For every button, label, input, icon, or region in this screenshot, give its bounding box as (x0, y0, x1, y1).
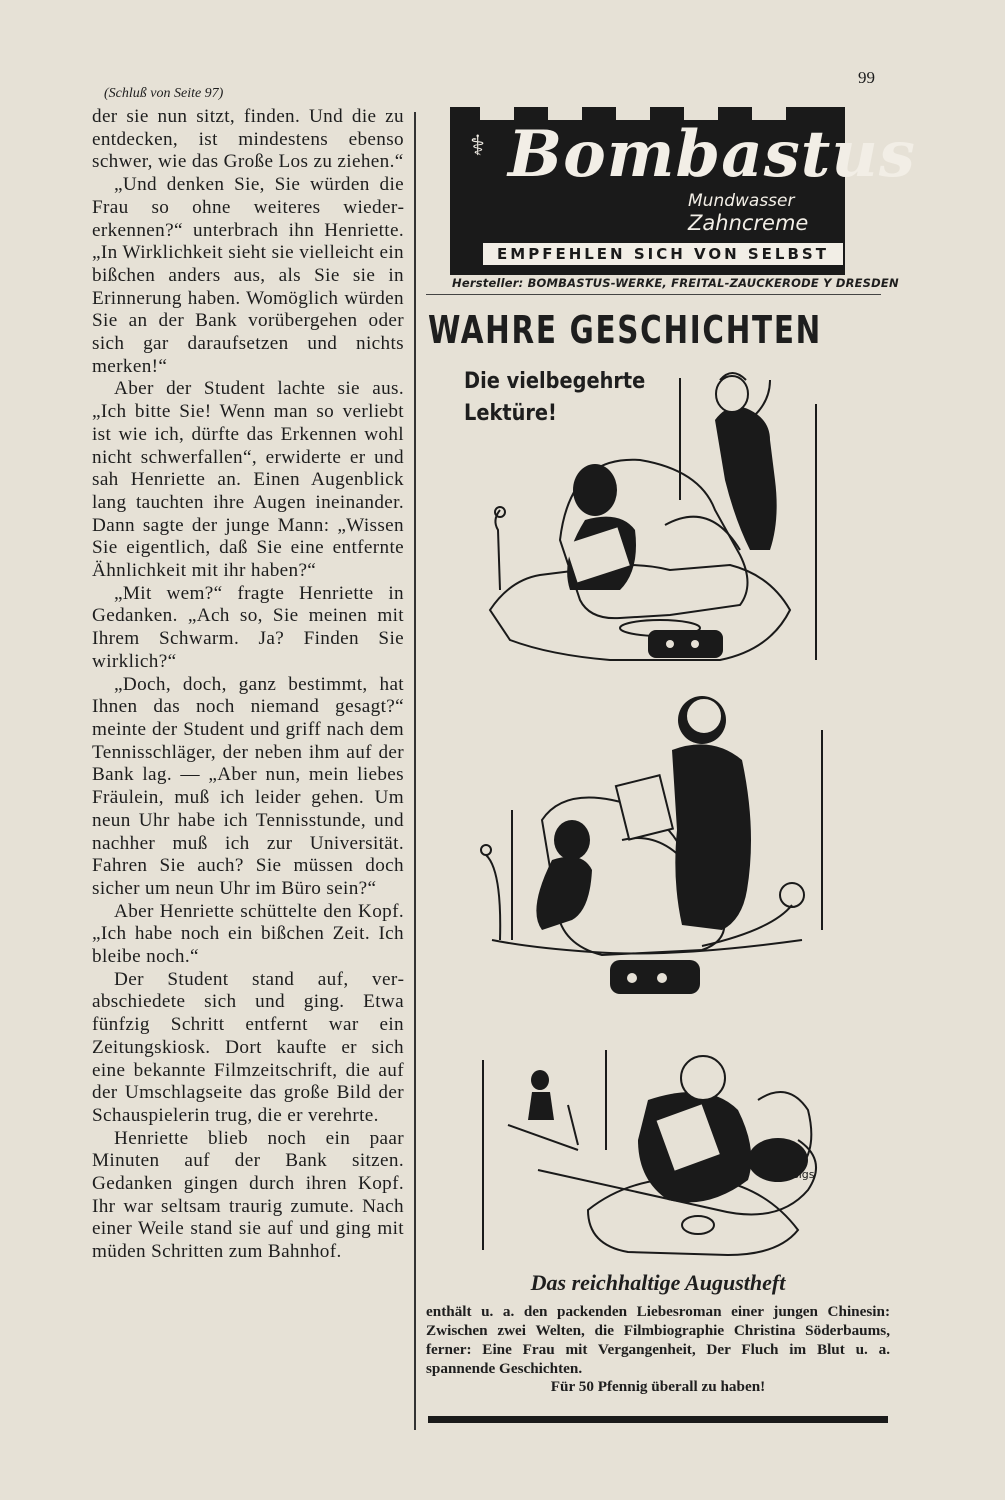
feature-subtitle-line: Lektüre! (464, 401, 557, 426)
story-paragraph: Aber der Student lachte sie aus. „Ich bitte Sie! Wenn man so verliebt ist wie ich, dürfte das Erkennen wohl nicht schwerfallen“, erwiderte er und sah Henriette an. Einen Augenblick lang tauchten ihre Augen ineinander. Dann sagte der junge Mann: „Wissen Sie eigentlich, daß Sie eine entfernte Ähnlichkeit mit ihr haben?“ (92, 378, 404, 582)
issue-title: Das reichhaltige Augustheft (530, 1270, 786, 1295)
story-paragraph: Der Student stand auf, verabschiedete sich und ging. Etwa fünfzig Schritt entfernt war ein Zeitungskiosk. Dort kaufte er sich eine bekannte Filmzeitschrift, die auf der Umschlagseite das große Bild der Schauspielerin trug, die er verehrte. (92, 968, 404, 1126)
cartoon-panel-3 (478, 1040, 858, 1265)
ad-tagline: EMPFEHLEN SICH VON SELBST (483, 243, 843, 265)
column-divider (414, 112, 416, 1430)
story-paragraph: „Und denken Sie, Sie würden die Frau so ohne weiteres wiedererkennen?“ unterbrach ihn Henriette. „In Wirklichkeit sieht sie vielleicht ein bißchen anders aus, als Sie sie in Erinnerung haben. Womöglich würden Sie an der Bank vorübergehen oder sich gar daraufsetzen und nichts merken!“ (92, 174, 404, 377)
story-paragraph: Henriette blieb noch ein paar Minuten auf der Bank sitzen. Gedanken gingen durch ihren Kopf. Ihr war seltsam traurig zumute. Nach einer Weile stand sie auf und ging mit müden Schritten zum Bahnhof. (92, 1127, 404, 1263)
artist-signature: sigs (793, 1168, 815, 1181)
story-paragraph: „Mit wem?“ fragte Henriette in Gedanken. „Ach so, Sie meinen mit Ihrem Schwarm. Ja? Finden Sie wirklich?“ (92, 582, 404, 672)
feature-subtitle-line: Die vielbegehrte (464, 369, 646, 394)
cartoon-panel-1 (470, 360, 850, 680)
story-paragraph: Aber Henriette schüttelte den Kopf. „Ich habe noch ein bißchen Zeit. Ich bleibe noch.“ (92, 900, 404, 968)
story-paragraph: „Doch, doch, ganz bestimmt, hat Ihnen das noch niemand gesagt?“ meinte der Student und griff nach dem Tennisschläger, der neben ihm auf der Bank lag. — „Aber nun, mein liebes Fräulein, muß ich leider gehen. Um neun Uhr habe ich Tennisstunde, und nachher muß ich zur Universität. Fahren Sie auch? Sie müssen doch sicher um neun Uhr im Büro sein?“ (92, 673, 404, 899)
story-paragraph: der sie nun sitzt, finden. Und die zu entdecken, ist mindestens ebenso schwer, wie das Große Los zu ziehen.“ (92, 106, 404, 173)
issue-price: Für 50 Pfennig überall zu haben! (550, 1378, 766, 1395)
issue-description: enthält u. a. den packenden Liebesroman einer jungen Chinesin: Zwischen zwei Welten, die Filmbiographie Christina Söderbaums, ferner: Eine Frau mit Vergangenheit, Der Fluch im Blut u. a. spannende Geschichten. (426, 1303, 890, 1377)
chalice-icon: ⚕ (470, 129, 486, 162)
ad-manufacturer: Hersteller: BOMBASTUS-WERKE, FREITAL-ZAUCKERODE Y DRESDEN (452, 276, 899, 290)
ad-product-1: Mundwasser (688, 191, 795, 211)
continuation-note: (Schluß von Seite 97) (104, 86, 224, 101)
page-number: 99 (858, 68, 875, 87)
ad-brand-logo: Bombastus (508, 117, 916, 192)
bombastus-ad (450, 107, 916, 275)
feature-title: WAHRE GESCHICHTEN (428, 308, 822, 352)
ad-product-2: Zahncreme (688, 211, 809, 235)
story-column (92, 106, 404, 1264)
ad-divider (426, 294, 881, 295)
bottom-rule (428, 1416, 888, 1423)
cartoon-panel-2 (472, 690, 852, 1030)
